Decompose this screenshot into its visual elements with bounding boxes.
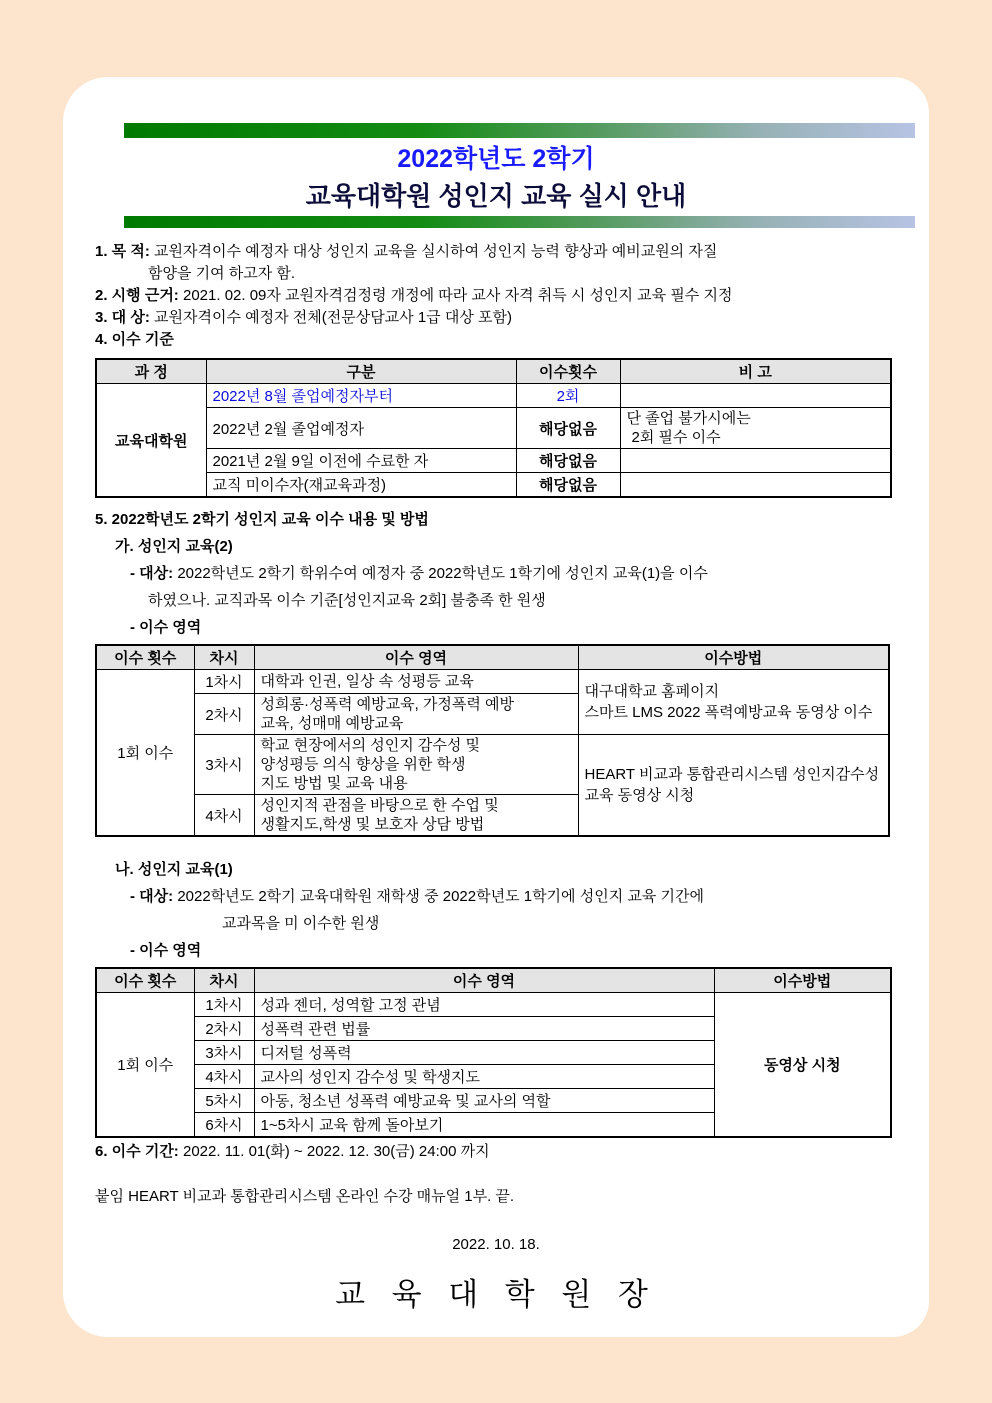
page-title: 교육대학원 성인지 교육 실시 안내 [305, 181, 687, 211]
table-row [96, 670, 889, 694]
gubun-cell: 2022년 8월 졸업예정자부터 [206, 384, 516, 408]
section5a-target-line2: 하였으나. 교직과목 이수 기준[성인지교육 2회] 불충족 한 원생 [148, 592, 546, 609]
count-cell: 2회 [516, 384, 620, 408]
area-line: 양성평등 의식 향상을 위한 학생 [260, 756, 466, 773]
table-header-row [96, 359, 891, 384]
count-cell: 1회 이수 [96, 993, 194, 1138]
gubun-cell: 2022년 2월 졸업예정자 [206, 408, 516, 449]
target-text: 2022학년도 2학기 학위수여 예정자 중 2022학년도 1학기에 성인지 교육(1)을 이수 [177, 565, 708, 582]
section5a-title: 가. 성인지 교육(2) [115, 538, 233, 555]
gubun-cell: 교직 미이수자(재교육과정) [206, 473, 516, 498]
section5b-target [95, 883, 893, 910]
header-gradient-bar-top [124, 123, 915, 138]
completion-period-label: 6. 이수 기간: [95, 1143, 179, 1160]
item-target [95, 307, 893, 329]
session-cell: 1차시 [194, 993, 254, 1017]
item-purpose-text: 교원자격이수 예정자 대상 성인지 교육을 실시하여 성인지 능력 향상과 예비교원의 자질 [154, 243, 718, 260]
item-basis-label: 2. 시행 근거: [95, 287, 179, 304]
area-cell: 디저털 성폭력 [254, 1041, 714, 1065]
session-cell: 1차시 [194, 670, 254, 694]
area-cell: 교사의 성인지 감수성 및 학생지도 [254, 1065, 714, 1089]
count-cell: 해당없음 [516, 408, 620, 449]
section5a-area-label: - 이수 영역 [130, 619, 202, 636]
method-cell-bottom: HEART 비교과 통합관리시스템 성인지감수성 교육 동영상 시청 [578, 735, 889, 837]
col-header-session: 차시 [194, 645, 254, 670]
session-cell: 4차시 [194, 1065, 254, 1089]
note-cell [620, 384, 891, 408]
completion-criteria-table [95, 358, 892, 498]
note-line: 2회 필수 이수 [631, 429, 721, 446]
signature-dean: 교 육 대 학 원 장 [335, 1277, 657, 1312]
session-cell: 6차시 [194, 1113, 254, 1138]
session-cell: 2차시 [194, 694, 254, 735]
table-row [96, 384, 891, 408]
session-cell: 3차시 [194, 735, 254, 795]
col-header-note: 비 고 [620, 359, 891, 384]
method-line: 대구대학교 홈페이지 [584, 683, 720, 700]
col-header-course: 과 정 [96, 359, 206, 384]
section5b-title: 나. 성인지 교육(1) [115, 861, 233, 878]
header-gradient-bar-bottom [124, 216, 915, 228]
session-cell: 5차시 [194, 1089, 254, 1113]
item-target-text: 교원자격이수 예정자 전체(전문상담교사 1급 대상 포함) [154, 309, 512, 326]
item-criteria-label: 4. 이수 기준 [95, 331, 174, 348]
table-header-row [96, 968, 891, 993]
col-header-count: 이수 횟수 [96, 645, 194, 670]
target-text: 2022학년도 2학기 교육대학원 재학생 중 2022학년도 1학기에 성인지 교육 기간에 [177, 888, 704, 905]
course-cell: 교육대학원 [96, 384, 206, 498]
area-line: 생활지도,학생 및 보호자 상담 방법 [260, 816, 485, 833]
table-row [96, 993, 891, 1017]
target-label: - 대상: [130, 888, 174, 905]
section5-title: 5. 2022학년도 2학기 성인지 교육 이수 내용 및 방법 [95, 511, 429, 528]
col-header-count: 이수횟수 [516, 359, 620, 384]
section5 [95, 506, 893, 641]
item-basis-text: 2021. 02. 09자 교원자격검정령 개정에 따라 교사 자격 취득 시 성인지 교육 필수 지정 [182, 287, 733, 304]
area-cell: 성과 젠더, 성역할 고정 관념 [254, 993, 714, 1017]
col-header-session: 차시 [194, 968, 254, 993]
method-line: 스마트 LMS 2022 폭력예방교육 동영상 이수 [584, 704, 873, 721]
area-cell: 1~5차시 교육 함께 돌아보기 [254, 1113, 714, 1138]
area-cell [254, 670, 578, 694]
area-line: 대학과 인권, 일상 속 성평등 교육 [260, 673, 474, 690]
education1-table [95, 967, 892, 1138]
count-cell: 해당없음 [516, 473, 620, 498]
area-line: 지도 방법 및 교육 내용 [260, 775, 408, 792]
col-header-area: 이수 영역 [254, 645, 578, 670]
area-cell [254, 694, 578, 735]
area-line: 성희롱·성폭력 예방교육, 가정폭력 예방 [260, 696, 515, 713]
semester-title: 2022학년도 2학기 [397, 145, 595, 173]
count-cell: 1회 이수 [96, 670, 194, 837]
table-row [96, 408, 891, 449]
item-purpose-label: 1. 목 적: [95, 243, 150, 260]
col-header-area: 이수 영역 [254, 968, 714, 993]
target-label: - 대상: [130, 565, 174, 582]
note-cell [620, 408, 891, 449]
completion-period [95, 1140, 893, 1161]
note-cell [620, 473, 891, 498]
completion-period-text: 2022. 11. 01(화) ~ 2022. 12. 30(금) 24:00 까지 [182, 1143, 490, 1160]
note-cell [620, 449, 891, 473]
area-cell [254, 795, 578, 837]
item-purpose-text2: 함양을 기여 하고자 함. [148, 265, 296, 282]
document-date: 2022. 10. 18. [452, 1236, 540, 1253]
col-header-method: 이수방법 [714, 968, 891, 993]
col-header-method: 이수방법 [578, 645, 889, 670]
session-cell: 3차시 [194, 1041, 254, 1065]
area-cell: 성폭력 관련 법률 [254, 1017, 714, 1041]
gubun-cell: 2021년 2월 9일 이전에 수료한 자 [206, 449, 516, 473]
col-header-count: 이수 횟수 [96, 968, 194, 993]
area-line: 성인지적 관점을 바탕으로 한 수업 및 [260, 797, 499, 814]
area-cell [254, 735, 578, 795]
method-cell-top [578, 670, 889, 735]
area-cell: 아동, 청소년 성폭력 예방교육 및 교사의 역할 [254, 1089, 714, 1113]
intro-items [95, 241, 893, 351]
attachment-note: 붙임 HEART 비교과 통합관리시스템 온라인 수강 매뉴얼 1부. 끝. [95, 1188, 515, 1205]
area-line: 학교 현장에서의 성인지 감수성 및 [260, 737, 481, 754]
method-cell: 동영상 시청 [714, 993, 891, 1138]
section5b [95, 856, 893, 964]
section5b-area-label: - 이수 영역 [130, 942, 202, 959]
note-line: 단 졸업 불가시에는 [626, 410, 751, 427]
col-header-gubun: 구분 [206, 359, 516, 384]
session-cell: 2차시 [194, 1017, 254, 1041]
section5a-target [95, 560, 893, 587]
item-basis [95, 285, 893, 307]
table-row [96, 735, 889, 795]
table-row [96, 473, 891, 498]
table-header-row [96, 645, 889, 670]
area-line: 교육, 성매매 예방교육 [260, 715, 404, 732]
count-cell: 해당없음 [516, 449, 620, 473]
table-row [96, 449, 891, 473]
section5b-target-line2: 교과목을 미 이수한 원생 [222, 915, 380, 932]
session-cell: 4차시 [194, 795, 254, 837]
document-card [63, 77, 929, 1337]
education2-table [95, 644, 890, 837]
item-purpose [95, 241, 893, 263]
item-target-label: 3. 대 상: [95, 309, 150, 326]
